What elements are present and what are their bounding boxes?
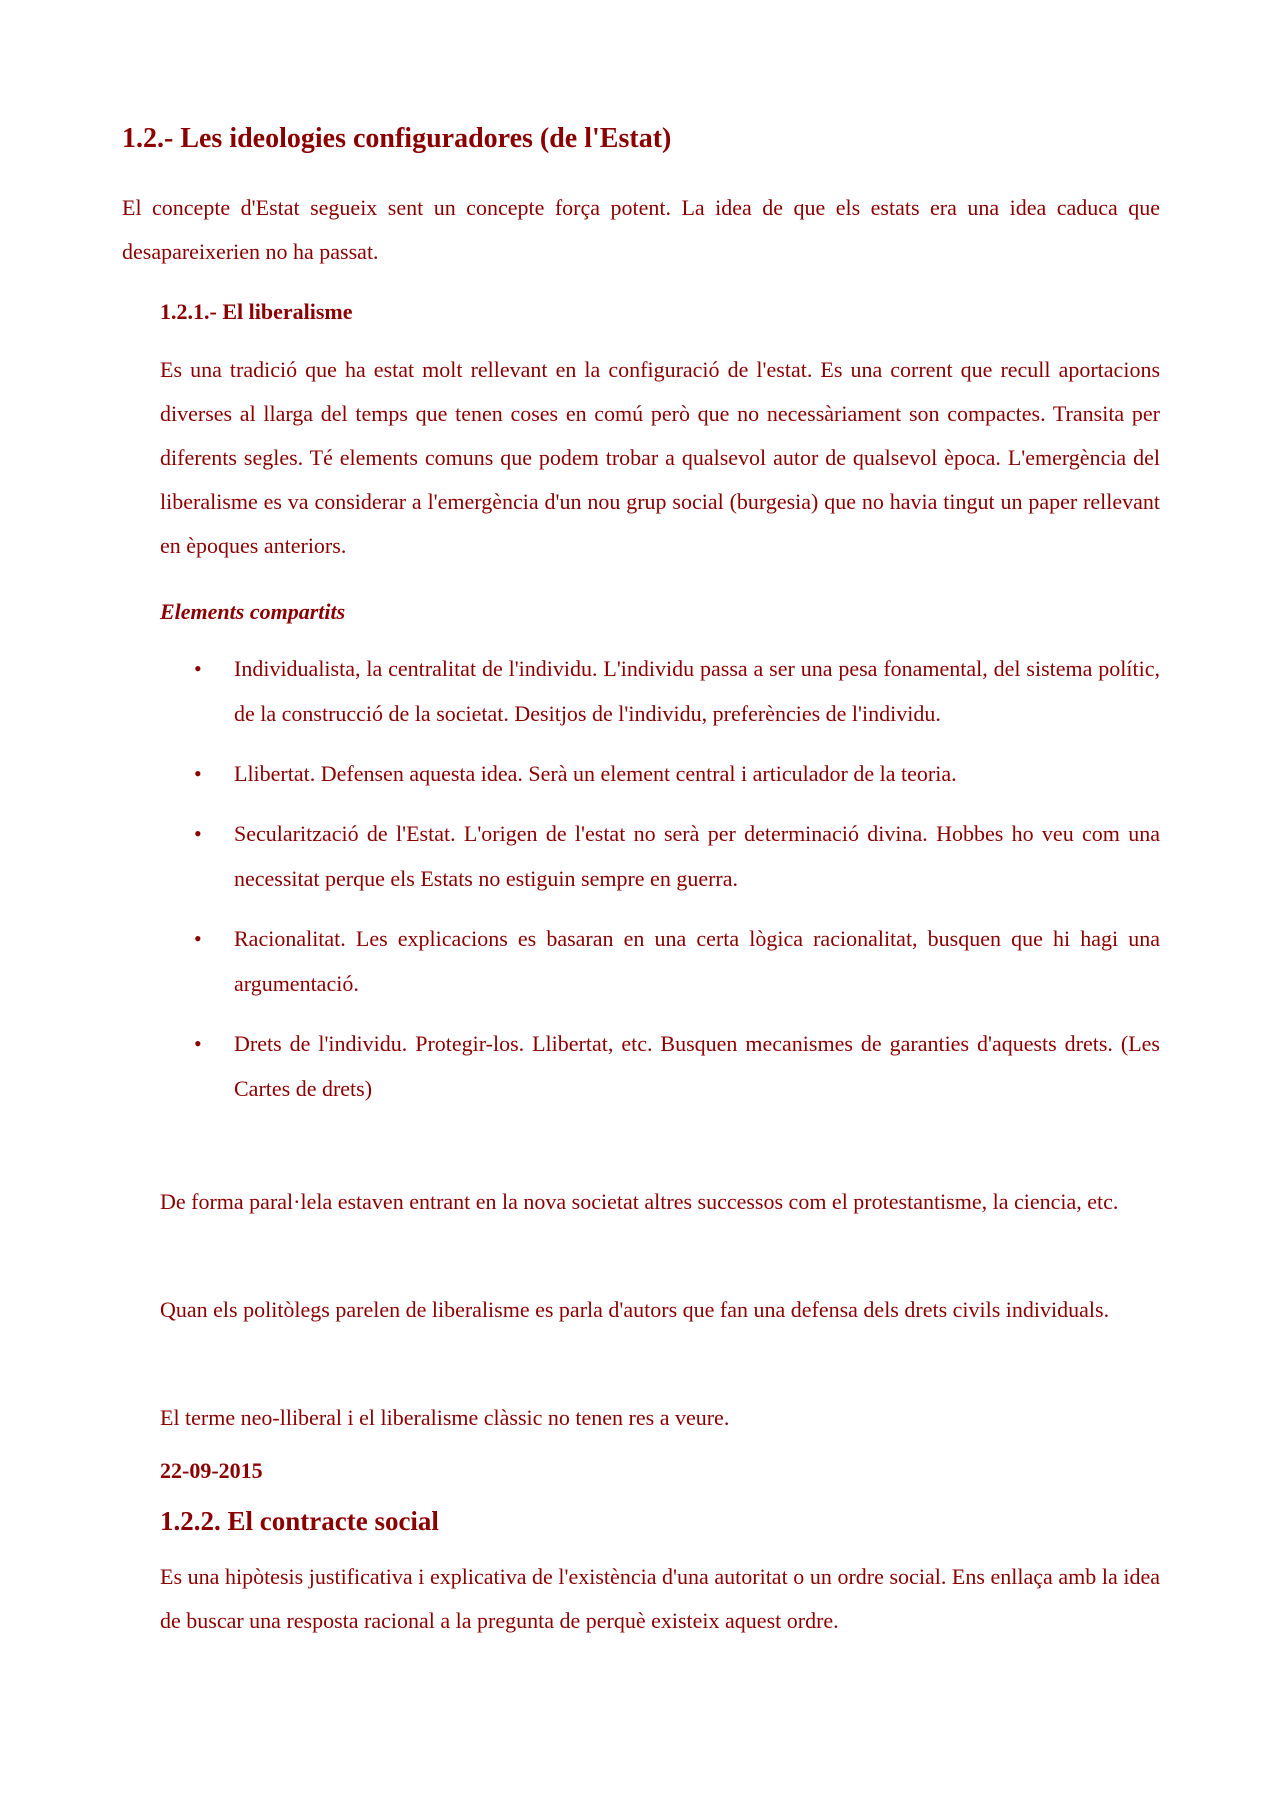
list-item-text: Drets de l'individu. Protegir-los. Llibertat, etc. Busquen mecanismes de garanties d'aquests drets. (Les Cartes de drets) <box>234 1031 1160 1101</box>
paragraph-neoliberal: El terme neo-lliberal i el liberalisme clàssic no tenen res a veure. <box>160 1405 730 1430</box>
list-item <box>160 751 1160 796</box>
list-item-text: Llibertat. Defensen aquesta idea. Serà un element central i articulador de la teoria. <box>234 761 957 786</box>
contracte-heading: 1.2.2. El contracte social <box>160 1506 439 1536</box>
section-title: 1.2.- Les ideologies configuradores (de l'Estat) <box>122 123 672 154</box>
list-item-text: Racionalitat. Les explicacions es basaran en una certa lògica racionalitat, busquen que hi hagi una argumentació. <box>234 926 1160 996</box>
date-label: 22-09-2015 <box>160 1458 263 1483</box>
list-item-text: Individualista, la centralitat de l'individu. L'individu passa a ser una pesa fonamental, del sistema polític, de la construcció de la societat. Desitjos de l'individu, preferències de l'individu. <box>234 656 1160 726</box>
bullet-icon: • <box>194 1031 202 1056</box>
paragraph-parallel: De forma paral·lela estaven entrant en la nova societat altres successos com el protestantisme, la ciencia, etc. <box>160 1189 1119 1214</box>
bullet-icon: • <box>194 926 202 951</box>
elements-heading: Elements compartits <box>160 599 346 624</box>
list-item <box>160 811 1160 901</box>
liberalisme-heading: 1.2.1.- El liberalisme <box>160 299 353 324</box>
contracte-paragraph: Es una hipòtesis justificativa i explicativa de l'existència d'una autoritat o un ordre social. Ens enllaça amb la idea de buscar una resposta racional a la pregunta de perquè existeix aquest ordre. <box>160 1564 1160 1633</box>
elements-list <box>160 646 1160 1126</box>
bullet-icon: • <box>194 656 202 681</box>
paragraph-politologists: Quan els politòlegs parelen de liberalisme es parla d'autors que fan una defensa dels drets civils individuals. <box>160 1297 1110 1322</box>
list-item <box>160 646 1160 736</box>
list-item <box>160 1021 1160 1111</box>
list-item <box>160 916 1160 1006</box>
intro-paragraph: El concepte d'Estat segueix sent un concepte força potent. La idea de que els estats era una idea caduca que desapareixerien no ha passat. <box>122 195 1160 264</box>
list-item-text: Secularització de l'Estat. L'origen de l'estat no serà per determinació divina. Hobbes ho veu com una necessitat perque els Estats no estiguin sempre en guerra. <box>234 821 1160 891</box>
bullet-icon: • <box>194 761 202 786</box>
bullet-icon: • <box>194 821 202 846</box>
liberalisme-paragraph: Es una tradició que ha estat molt rellevant en la configuració de l'estat. Es una corrent que recull aportacions diverses al llarga del temps que tenen coses en comú però que no necessàriament son compactes. Transita per diferents segles. Té elements comuns que podem trobar a qualsevol autor de qualsevol època. L'emergència del liberalisme es va considerar a l'emergència d'un nou grup social (burgesia) que no havia tingut un paper rellevant en èpoques anteriors. <box>160 357 1160 558</box>
